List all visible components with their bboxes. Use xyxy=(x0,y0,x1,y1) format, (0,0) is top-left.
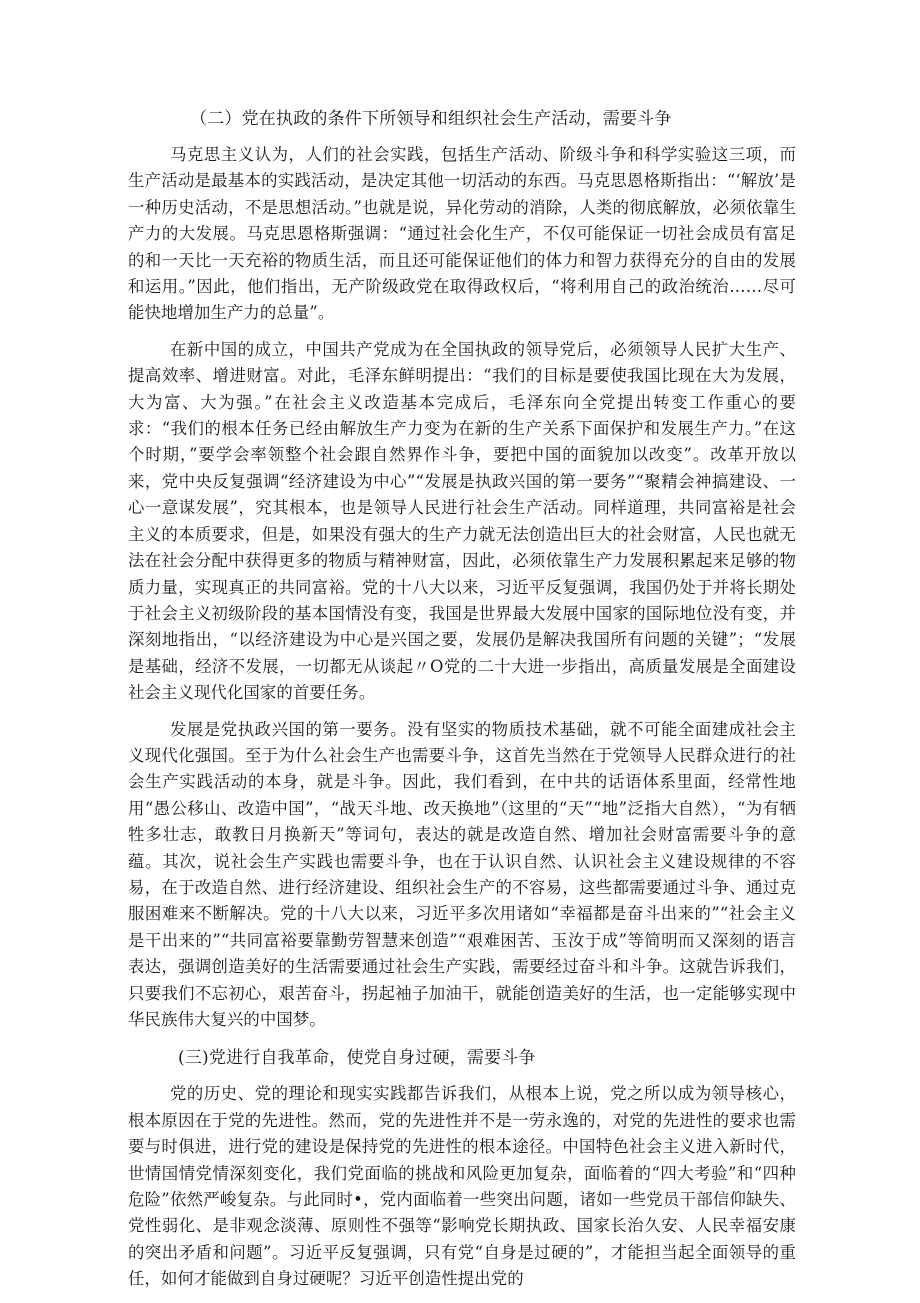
document-body xyxy=(128,104,796,1303)
section-heading-2: （二）党在执政的条件下所领导和组织社会生产活动，需要斗争 xyxy=(190,109,672,129)
paragraph: 党的历史、党的理论和现实实践都告诉我们，从根本上说，党之所以成为领导核心，根本原因在于党的先进性。然而，党的先进性并不是一劳永逸的，对党的先进性的要求也需要与时俱进，进行党的建设是保持党的先进性的根本途径。中国特色社会主义进入新时代，世情国情党情深刻变化，我们党面临的挑战和风险更加复杂，面临着的“四大考验”和“四种危险”依然严峻复杂。与此同时•，党内面临着一些突出问题，诸如一些党员干部信仰缺失、党性弱化、是非观念淡薄、原则性不强等“影响党长期执政、国家长治久安、人民幸福安康的突出矛盾和问题”。习近平反复强调，只有党“自身是过硬的”，才能担当起全面领导的重任，如何才能做到自身过硬呢？习近平创造性提出党的 xyxy=(128,1084,796,1289)
paragraph: 发展是党执政兴国的第一要务。没有坚实的物质技术基础，就不可能全面建成社会主义现代化强国。至于为什么社会生产也需要斗争，这首先当然在于党领导人民群众进行的社会生产实践活动的本身，就是斗争。因此，我们看到，在中共的话语体系里面，经常性地用“愚公移山、改造中国”，“战天斗地、改天换地”（这里的“天”“地”泛指大自然），“为有牺牲多壮志，敢教日月换新天”等词句，表达的就是改造自然、增加社会财富需要斗争的意蕴。其次，说社会生产实践也需要斗争，也在于认识自然、认识社会主义建设规律的不容易，在于改造自然、进行经济建设、组织社会生产的不容易，这些都需要通过斗争、通过克服困难来不断解决。党的十八大以来，习近平多次用诸如“幸福都是奋斗出来的”“社会主义是干出来的”“共同富裕要靠勤劳智慧来创造”“艰难困苦、玉汝于成”等简明而又深刻的语言表达，强调创造美好的生活需要通过社会生产实践，需要经过奋斗和斗争。这就告诉我们，只要我们不忘初心，艰苦奋斗，拐起袖子加油干，就能创造美好的生活，也一定能够实现中华民族伟大复兴的中国梦。 xyxy=(128,719,796,1029)
paragraph: 马克思主义认为，人们的社会实践，包括生产活动、阶级斗争和科学实验这三项，而生产活动是最基本的实践活动，是决定其他一切活动的东西。马克思恩格斯指出：“‘解放’是一种历史活动，不是思想活动。”也就是说，异化劳动的消除，人类的彻底解放，必须依靠生产力的大发展。马克思恩格斯强调：“通过社会化生产，不仅可能保证一切社会成员有富足的和一天比一天充裕的物质生活，而且还可能保证他们的体力和智力获得充分的自由的发展和运用。”因此，他们指出，无产阶级政党在取得政权后，“将利用自己的政治统治……尽可能快地增加生产力的总量”。 xyxy=(128,145,796,323)
paragraph: 在新中国的成立，中国共产党成为在全国执政的领导党后，必须领导人民扩大生产、提高效率、增进财富。对此，毛泽东鲜明提出：“我们的目标是要使我国比现在大为发展，大为富、大为强。”在社会主义改造基本完成后，毛泽东向全党提出转变工作重心的要求：“我们的根本任务已经由解放生产力变为在新的生产关系下面保护和发展生产力。”在这个时期，”要学会率领整个社会跟自然界作斗争，要把中国的面貌加以改变”。改革开放以来，党中央反复强调“经济建设为中心”“发展是执政兴国的第一要务”“聚精会神搞建设、一心一意谋发展”，究其根本，也是领导人民进行社会生产活动。同样道理，共同富裕是社会主义的本质要求，但是，如果没有强大的生产力就无法创造出巨大的社会财富，人民也就无法在社会分配中获得更多的物质与精神财富，因此，必须依靠生产力发展积累起来足够的物质力量，实现真正的共同富裕。党的十八大以来，习近平反复强调，我国仍处于并将长期处于社会主义初级阶段的基本国情没有变，我国是世界最大发展中国家的国际地位没有变，并深刻地指出，“以经济建设为中心是兴国之要，发展仍是解决我国所有问题的关键”；“发展是基础，经济不发展，一切都无从谈起〃O党的二十大进一步指出，高质量发展是全面建设社会主义现代化国家的首要任务。 xyxy=(128,339,796,703)
section-heading-3: (三)党进行自我革命，使党自身过硬，需要斗争 xyxy=(178,1048,536,1069)
